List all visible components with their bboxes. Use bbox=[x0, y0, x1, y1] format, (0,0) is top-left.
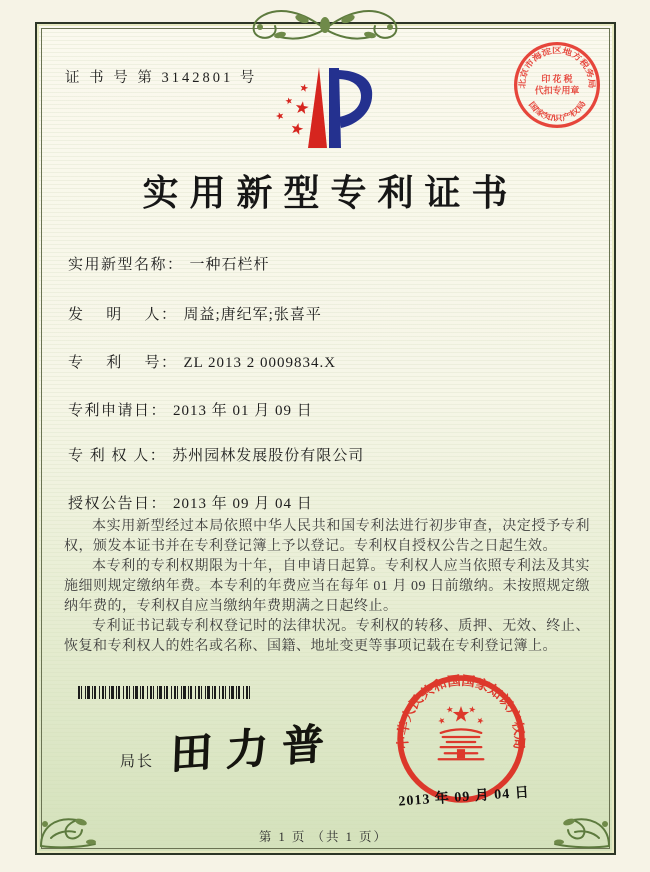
tax-stamp-bottom-text: 国家知识产权局 bbox=[526, 99, 587, 123]
legal-paragraph: 本实用新型经过本局依照中华人民共和国专利法进行初步审查，决定授予专利权，颁发本证书并在专利登记簿上予以登记。专利权自授权公告之日起生效。 bbox=[64, 519, 590, 554]
certificate-number: 证 书 号 第 3142801 号 bbox=[65, 70, 258, 86]
field-label: 发 明 人： bbox=[68, 307, 178, 323]
field-inventors bbox=[68, 303, 322, 324]
field-grant-date bbox=[68, 492, 313, 513]
tax-stamp-icon bbox=[510, 38, 604, 132]
field-label: 专 利 权 人： bbox=[68, 448, 167, 464]
field-value: 2013 年 01 月 09 日 bbox=[173, 403, 313, 419]
page-number: 第 1 页 （共 1 页） bbox=[258, 830, 389, 844]
field-value: ZL 2013 2 0009834.X bbox=[183, 355, 337, 371]
field-label: 专 利 号： bbox=[68, 355, 178, 371]
certificate-title: 实用新型专利证书 bbox=[142, 173, 519, 213]
field-value: 周益;唐纪军;张喜平 bbox=[183, 307, 322, 323]
field-label: 实用新型名称： bbox=[68, 257, 184, 273]
cnipa-logo-icon bbox=[256, 60, 398, 162]
barcode bbox=[78, 686, 250, 699]
field-application-date bbox=[68, 399, 313, 420]
field-label: 专利申请日： bbox=[68, 403, 168, 419]
commissioner-signature: 田力普 bbox=[169, 721, 339, 779]
field-patentee bbox=[68, 444, 364, 465]
legal-paragraph: 专利证书记载专利权登记时的法律状况。专利权的转移、质押、无效、终止、恢复和专利权人的姓名或名称、国籍、地址变更等事项记载在专利登记簿上。 bbox=[64, 619, 590, 654]
tax-stamp-center-line1: 印 花 税 bbox=[541, 74, 573, 85]
legal-text-body bbox=[64, 517, 590, 657]
field-utility-model-name bbox=[68, 253, 270, 274]
seal-date: 2013 年 09 月 04 日 bbox=[397, 785, 531, 810]
commissioner-label: 局长 bbox=[120, 754, 155, 770]
top-flourish-ornament bbox=[220, 3, 430, 51]
tax-stamp-center-line2: 代扣专用章 bbox=[534, 85, 580, 96]
tax-stamp-top-text: 北京市海淀区地方税务局 bbox=[517, 46, 597, 89]
field-value: 2013 年 09 月 04 日 bbox=[173, 496, 313, 512]
field-label: 授权公告日： bbox=[68, 496, 168, 512]
field-patent-number bbox=[68, 351, 336, 372]
field-value: 苏州园林发展股份有限公司 bbox=[172, 448, 365, 464]
seal-ring-text: 中华人民共和国国家知识产权局 bbox=[394, 672, 528, 750]
field-value: 一种石栏杆 bbox=[189, 257, 270, 273]
legal-paragraph: 本专利的专利权期限为十年，自申请日起算。专利权人应当依照专利法及其实施细则规定缴纳年费。本专利的年费应当在每年 01 月 09 日前缴纳。未按照规定缴纳年费的，专利权自应当缴纳年费期满之日起终止。 bbox=[64, 559, 590, 614]
